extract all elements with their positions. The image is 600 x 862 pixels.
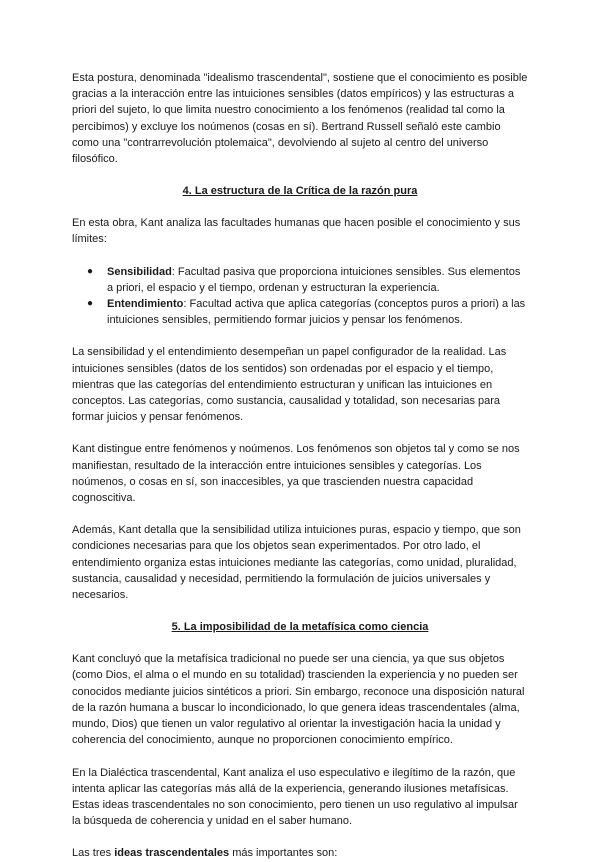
bullet-icon: ● bbox=[87, 298, 94, 310]
section-4-intro: En esta obra, Kant analiza las facultades humanas que hacen posible el conocimiento y sus límites: bbox=[72, 217, 521, 246]
section-5-paragraph-1: Kant concluyó que la metafísica tradicional no puede ser una ciencia, ya que sus objetos (como Dios, el alma o el mundo en su totalidad) trascienden la experiencia y no pueden ser conocidos mediante juicios sintéticos a priori. Sin embargo, reconoce una disposición natural de la razón humana a buscar lo incondicionado, lo que genera ideas trascendentales (alma, mundo, Dios) que tienen un valor regulativo al orientar la investigación hacia la unidad y coherencia del conocimiento, aunque no proporcionen conocimiento empírico. bbox=[72, 653, 525, 747]
section-4-paragraph-2: Kant distingue entre fenómenos y noúmenos. Los fenómenos son objetos tal y como se nos manifiestan, resultado de la interacción entre intuiciones sensibles y categorías. Los noúmenos, o cosas en sí, son inaccesibles, ya que trascienden nuestra capacidad cognoscitiva. bbox=[72, 443, 520, 505]
section-4-heading: 4. La estructura de la Crítica de la razón pura bbox=[182, 185, 418, 198]
faculties-list bbox=[72, 264, 528, 329]
ideas-lead-text: Las tres bbox=[72, 847, 115, 860]
list-item-entendimiento bbox=[72, 296, 528, 328]
term-sensibilidad: Sensibilidad bbox=[107, 265, 172, 278]
term-entendimiento: Entendimiento bbox=[107, 298, 184, 311]
section-4-paragraph-3: Además, Kant detalla que la sensibilidad utiliza intuiciones puras, espacio y tiempo, que son condiciones necesarias para que los objetos sean experimentados. Por otro lado, el entendimiento organiza estas intuiciones mediante las categorías, como unidad, pluralidad, sustancia, causalidad y necesidad, permitiendo la formulación de juicios universales y necesarios. bbox=[72, 524, 521, 602]
intro-paragraph: Esta postura, denominada "idealismo trascendental", sostiene que el conocimiento es posible gracias a la interacción entre las intuiciones sensibles (datos empíricos) y las estructuras a priori del sujeto, lo que limita nuestro conocimiento a los fenómenos (realidad tal como la percibimos) y excluye los noúmenos (cosas en sí). Bertrand Russell señaló este cambio como una "contrarrevolución ptolemaica", devolviendo al sujeto al centro del universo filosófico. bbox=[72, 72, 528, 166]
section-5-paragraph-2: En la Dialéctica trascendental, Kant analiza el uso especulativo e ilegítimo de la razón, que intenta aplicar las categorías más allá de la experiencia, generando ilusiones metafísicas. Estas ideas trascendentales no son conocimiento, pero tienen un uso regulativo al impulsar la búsqueda de coherencia y unidad en el saber humano. bbox=[72, 766, 518, 828]
definition-entendimiento: : Facultad activa que aplica categorías (conceptos puros a priori) a las intuiciones sensibles, permitiendo formar juicios y pensar los fenómenos. bbox=[107, 298, 526, 327]
list-item-sensibilidad bbox=[72, 264, 528, 296]
section-4-paragraph-1: La sensibilidad y el entendimiento desempeñan un papel configurador de la realidad. Las intuiciones sensibles (datos de los sentidos) son ordenadas por el espacio y el tiempo, mientras que las categorías del entendimiento estructuran y unifican las intuiciones en conceptos. Las categorías, como sustancia, causalidad y totalidad, son necesarias para formar juicios y pensar fenómenos. bbox=[72, 346, 507, 424]
ideas-trailing-text: más importantes son: bbox=[229, 847, 338, 860]
definition-sensibilidad: : Facultad pasiva que proporciona intuiciones sensibles. Sus elementos a priori, el espacio y el tiempo, ordenan y estructuran la experiencia. bbox=[107, 265, 521, 294]
ideas-bold-term: ideas trascendentales bbox=[114, 847, 230, 860]
bullet-icon: ● bbox=[87, 265, 94, 277]
section-5-heading: 5. La imposibilidad de la metafísica como ciencia bbox=[171, 621, 429, 634]
